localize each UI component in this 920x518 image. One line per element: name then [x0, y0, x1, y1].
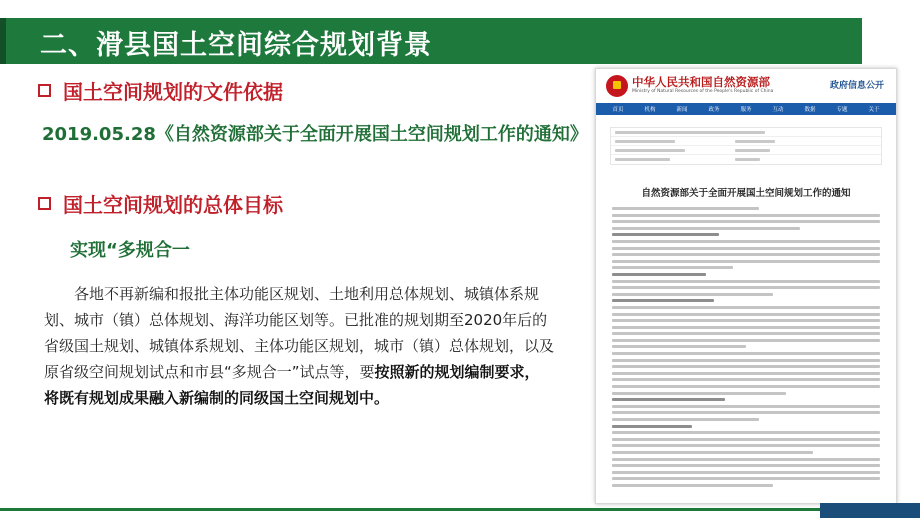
meta-cell: [615, 149, 685, 152]
section-heading-goal: [38, 189, 283, 218]
title-accent-bar: [0, 18, 6, 64]
meta-cell: [615, 140, 675, 143]
doc-section-label: 政府信息公开: [829, 81, 884, 91]
text-line: [612, 220, 880, 223]
text-line: [612, 451, 813, 454]
text-line-heading: [612, 299, 714, 302]
section-heading-goal-label: 国土空间规划的总体目标: [63, 193, 283, 217]
text-line: [612, 471, 880, 474]
text-line: [612, 214, 880, 217]
doc-nav-item: 首页: [612, 107, 624, 113]
section-heading-basis-label: 国土空间规划的文件依据: [63, 80, 283, 104]
section-heading-basis: [38, 76, 283, 105]
document-reference: 2019.05.28《自然资源部关于全面开展国土空间规划工作的通知》: [42, 124, 588, 145]
body-paragraph-bold: 按照新的规划编制要求，将既有规划成果融入新编制的同级国土空间规划中。: [44, 363, 540, 407]
doc-nav-item: 数据: [804, 107, 816, 113]
text-line: [612, 464, 880, 467]
meta-cell: [615, 131, 765, 134]
footer-green-line: [0, 508, 820, 511]
text-line: [612, 345, 746, 348]
meta-cell: [735, 149, 770, 152]
text-line: [612, 286, 880, 289]
doc-nav-item: 政务: [708, 107, 720, 113]
text-line: [612, 372, 880, 375]
doc-header: [596, 69, 896, 103]
text-line: [612, 484, 773, 487]
doc-nav-item: 专题: [836, 107, 848, 113]
title-banner: [0, 18, 862, 64]
slide-title: 二、滑县国土空间综合规划背景: [40, 30, 432, 61]
hollow-square-bullet-icon: [38, 197, 51, 210]
doc-nav-bar: [596, 103, 896, 115]
text-line: [612, 319, 880, 322]
text-line: [612, 313, 880, 316]
text-line: [612, 418, 759, 421]
doc-nav-item: 机构: [644, 107, 656, 113]
text-line: [612, 326, 880, 329]
text-line: [612, 260, 880, 263]
text-line: [612, 405, 880, 408]
text-line: [612, 240, 880, 243]
footer-stripe: [0, 503, 920, 518]
doc-body-text: [596, 199, 896, 487]
text-line: [612, 227, 800, 230]
body-paragraph: [44, 281, 554, 411]
hollow-square-bullet-icon: [38, 84, 51, 97]
meta-cell: [735, 158, 760, 161]
body-paragraph-plain: 各地不再新编和报批主体功能区规划、土地利用总体规划、城镇体系规划、城市（镇）总体规划、海洋功能区划等。已批准的规划期至2020年后的省级国土规划、城镇体系规划、主体功能区规划，城市（镇）总体规划，以及原省级空间规划试点和市县“多规合一”试点等，要: [44, 285, 555, 381]
text-line: [612, 266, 733, 269]
doc-breadcrumb: [596, 115, 896, 125]
subheading-multi-plan: 实现“多规合一: [70, 240, 190, 261]
national-emblem-icon: [606, 75, 628, 97]
meta-row: [611, 155, 881, 164]
doc-meta-table: [610, 127, 882, 165]
text-line: [612, 431, 880, 434]
text-line: [612, 332, 880, 335]
text-line: [612, 477, 880, 480]
doc-title: 自然资源部关于全面开展国土空间规划工作的通知: [641, 188, 851, 199]
text-line: [612, 444, 880, 447]
doc-nav-item: 关于: [868, 107, 880, 113]
text-line-heading: [612, 398, 725, 401]
text-line-heading: [612, 425, 692, 428]
text-line: [612, 280, 880, 283]
doc-nav-item: 新闻: [676, 107, 688, 113]
text-line: [612, 411, 880, 414]
meta-row: [611, 137, 881, 146]
doc-nav-item: 服务: [740, 107, 752, 113]
text-line: [612, 385, 880, 388]
meta-row: [611, 146, 881, 155]
notice-document-screenshot: [595, 68, 897, 504]
text-line: [612, 458, 880, 461]
footer-blue-block: [820, 503, 920, 518]
text-line: [612, 247, 880, 250]
meta-cell: [615, 158, 670, 161]
text-line: [612, 352, 880, 355]
doc-nav-item: 互动: [772, 107, 784, 113]
text-line-heading: [612, 233, 719, 236]
text-line: [612, 339, 880, 342]
text-line: [612, 306, 880, 309]
doc-org-name-en: Ministry of Natural Resources of the People's Republic of China: [632, 89, 774, 94]
meta-row: [611, 128, 881, 137]
text-line: [612, 293, 773, 296]
text-line: [612, 438, 880, 441]
meta-cell: [735, 140, 775, 143]
text-line-heading: [612, 273, 706, 276]
text-line: [612, 365, 880, 368]
text-line: [612, 207, 759, 210]
text-line: [612, 253, 880, 256]
text-line: [612, 392, 786, 395]
doc-org-name: 中华人民共和国自然资源部: [632, 75, 770, 89]
text-line: [612, 359, 880, 362]
text-line: [612, 378, 880, 381]
